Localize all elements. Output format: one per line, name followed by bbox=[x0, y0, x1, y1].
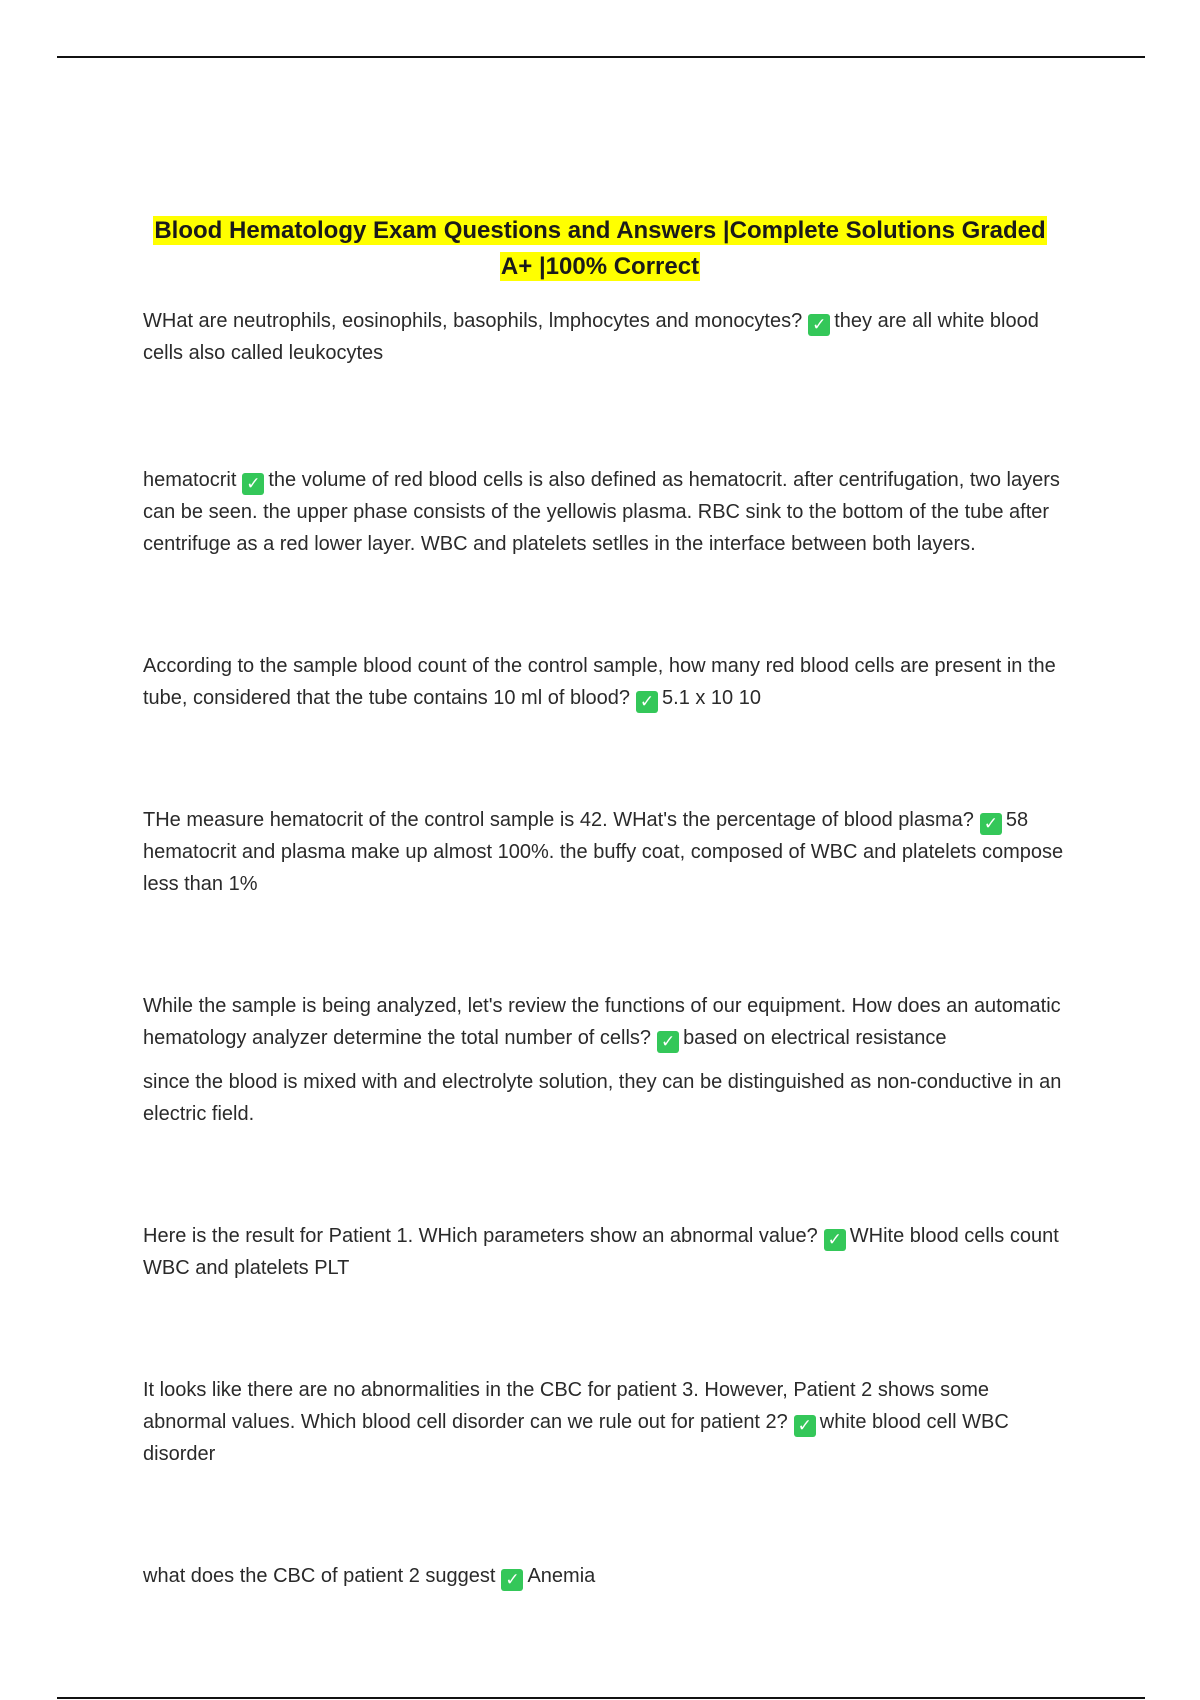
qa-item bbox=[143, 305, 1073, 369]
answer-text: 58 hematocrit and plasma make up almost 100%. the buffy coat, composed of WBC and platelets compose less than 1% bbox=[143, 809, 1064, 895]
footer-rule bbox=[57, 1697, 1145, 1699]
check-mark-icon: ✓ bbox=[794, 1415, 816, 1437]
qa-item bbox=[143, 464, 1073, 560]
answer-explanation: since the blood is mixed with and electrolyte solution, they can be distinguished as non-conductive in an electric field. bbox=[143, 1071, 1062, 1125]
question-text: WHat are neutrophils, eosinophils, basophils, lmphocytes and monocytes? bbox=[143, 310, 803, 332]
answer-text: the volume of red blood cells is also defined as hematocrit. after centrifugation, two layers can be seen. the upper phase consists of the yellowis plasma. RBC sink to the bottom of the tube after centrifuge as a red lower layer. WBC and platelets setlles in the interface between both layers. bbox=[143, 469, 1060, 555]
check-mark-icon: ✓ bbox=[980, 813, 1002, 835]
check-mark-icon: ✓ bbox=[657, 1031, 679, 1053]
question-text: According to the sample blood count of the control sample, how many red blood cells are present in the tube, considered that the tube contains 10 ml of blood? bbox=[143, 655, 1056, 709]
question-text: While the sample is being analyzed, let's review the functions of our equipment. How does an automatic hematology analyzer determine the total number of cells? bbox=[143, 995, 1061, 1049]
check-mark-icon: ✓ bbox=[636, 691, 658, 713]
answer-text: Anemia bbox=[527, 1565, 596, 1587]
answer-text: WHite blood cells count WBC and platelets PLT bbox=[143, 1225, 1059, 1279]
question-text: what does the CBC of patient 2 suggest bbox=[143, 1565, 496, 1587]
title-line-2: A+ |100% Correct bbox=[500, 253, 700, 280]
check-mark-icon: ✓ bbox=[824, 1229, 846, 1251]
document-title bbox=[140, 213, 1060, 285]
answer-text: they are all white blood cells also called leukocytes bbox=[143, 310, 1039, 364]
qa-item bbox=[143, 1220, 1073, 1284]
question-text: THe measure hematocrit of the control sample is 42. WHat's the percentage of blood plasma? bbox=[143, 809, 974, 831]
answer-text: white blood cell WBC disorder bbox=[143, 1411, 1009, 1465]
qa-item bbox=[143, 650, 1073, 714]
qa-item bbox=[143, 990, 1073, 1130]
check-mark-icon: ✓ bbox=[501, 1569, 523, 1591]
question-text: Here is the result for Patient 1. WHich parameters show an abnormal value? bbox=[143, 1225, 818, 1247]
check-mark-icon: ✓ bbox=[808, 314, 830, 336]
answer-text: 5.1 x 10 10 bbox=[662, 687, 761, 709]
qa-item bbox=[143, 804, 1073, 900]
qa-list bbox=[143, 305, 1073, 1592]
answer-text: based on electrical resistance bbox=[683, 1027, 947, 1049]
question-text: hematocrit bbox=[143, 469, 237, 491]
header-rule bbox=[57, 56, 1145, 58]
question-text: It looks like there are no abnormalities in the CBC for patient 3. However, Patient 2 shows some abnormal values. Which blood cell disorder can we rule out for patient 2? bbox=[143, 1379, 989, 1433]
qa-item bbox=[143, 1560, 1073, 1592]
qa-item bbox=[143, 1374, 1073, 1470]
check-mark-icon: ✓ bbox=[242, 473, 264, 495]
title-line-1: Blood Hematology Exam Questions and Answers |Complete Solutions Graded bbox=[154, 217, 1046, 244]
